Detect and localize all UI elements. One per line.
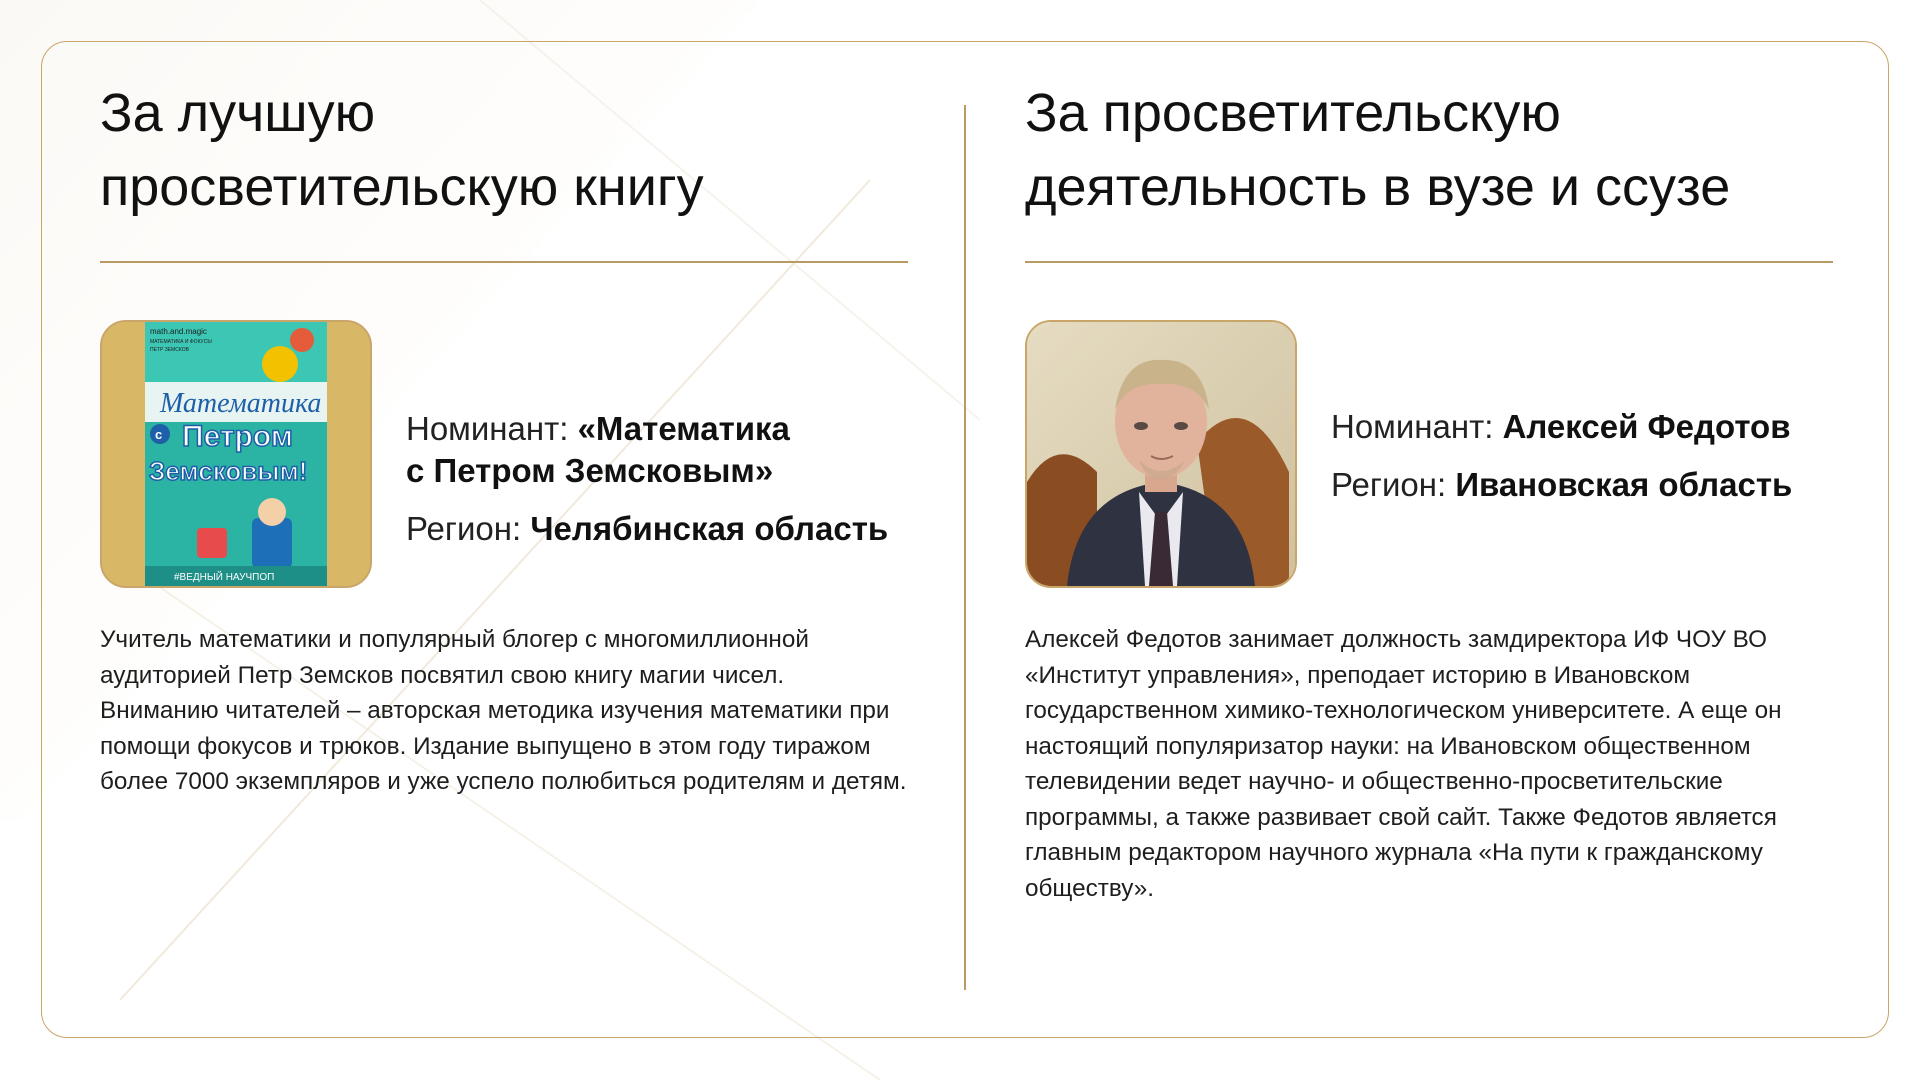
nominee-value-continued: с Петром Земсковым»: [406, 452, 774, 489]
nominee-label: Номинант:: [406, 410, 569, 447]
cover-author-text: ПЕТР ЗЕМСКОВ: [150, 347, 189, 353]
region-line: [406, 508, 906, 550]
cover-c-letter: с: [155, 427, 163, 442]
nominee-label: Номинант:: [1331, 408, 1494, 445]
region-value: Ивановская область: [1455, 466, 1793, 503]
cover-brand-text: math.and.magic: [150, 327, 207, 336]
cover-title-line1: Петром: [182, 420, 293, 453]
column-divider: [964, 105, 966, 990]
nomination-university-activity: [1025, 0, 1833, 1080]
nominee-value: Алексей Федотов: [1502, 408, 1791, 445]
nomination-best-book: [100, 0, 908, 1080]
nominee-info: [406, 408, 906, 550]
nominee-value: «Математика: [577, 410, 790, 447]
cover-title-line2: Земсковым!: [149, 456, 308, 486]
nominee-info: [1331, 406, 1831, 506]
nominee-portrait: [1025, 320, 1297, 588]
book-cover-illustration: [102, 322, 370, 586]
portrait-illustration: [1027, 322, 1295, 586]
region-value: Челябинская область: [530, 510, 889, 547]
nominee-line: [406, 408, 906, 450]
nominee-line: [1331, 406, 1831, 448]
nomination-description: Алексей Федотов занимает должность замдиректора ИФ ЧОУ ВО «Институт управления», преподает историю в Ивановском государственном химико-технологическом университете. А еще он настоящий популяризатор науки: на Ивановском общественном телевидении ведет научно- и общественно-просветительские программы, а также развивает свой сайт. Также Федотов является главным редактором научного журнала «На пути к гражданскому обществу».: [1025, 626, 1782, 902]
region-line: [1331, 464, 1831, 506]
region-label: Регион:: [406, 510, 522, 547]
region-label: Регион:: [1331, 466, 1447, 503]
nomination-title: За лучшую просветительскую книгу: [100, 83, 704, 217]
title-rule: [1025, 261, 1833, 263]
book-cover-image: [100, 320, 372, 588]
cover-series-text: #ВЕДНЫЙ НАУЧПОП: [174, 572, 275, 583]
cover-script-title: Математика: [160, 388, 322, 419]
nomination-title: За просветительскую деятельность в вузе и ссузе: [1025, 83, 1731, 217]
nomination-description: Учитель математики и популярный блогер с многомиллионной аудиторией Петр Земсков посвятил свою книгу магии чисел. Вниманию читателей – авторская методика изучения математики при помощи фокусов и трюков. Издание выпущено в этом году тиражом более 7000 экземпляров и уже успело полюбиться родителям и детям.: [100, 626, 907, 795]
cover-small-text: МАТЕМАТИКА И ФОКУСЫ: [150, 339, 212, 345]
title-rule: [100, 261, 908, 263]
